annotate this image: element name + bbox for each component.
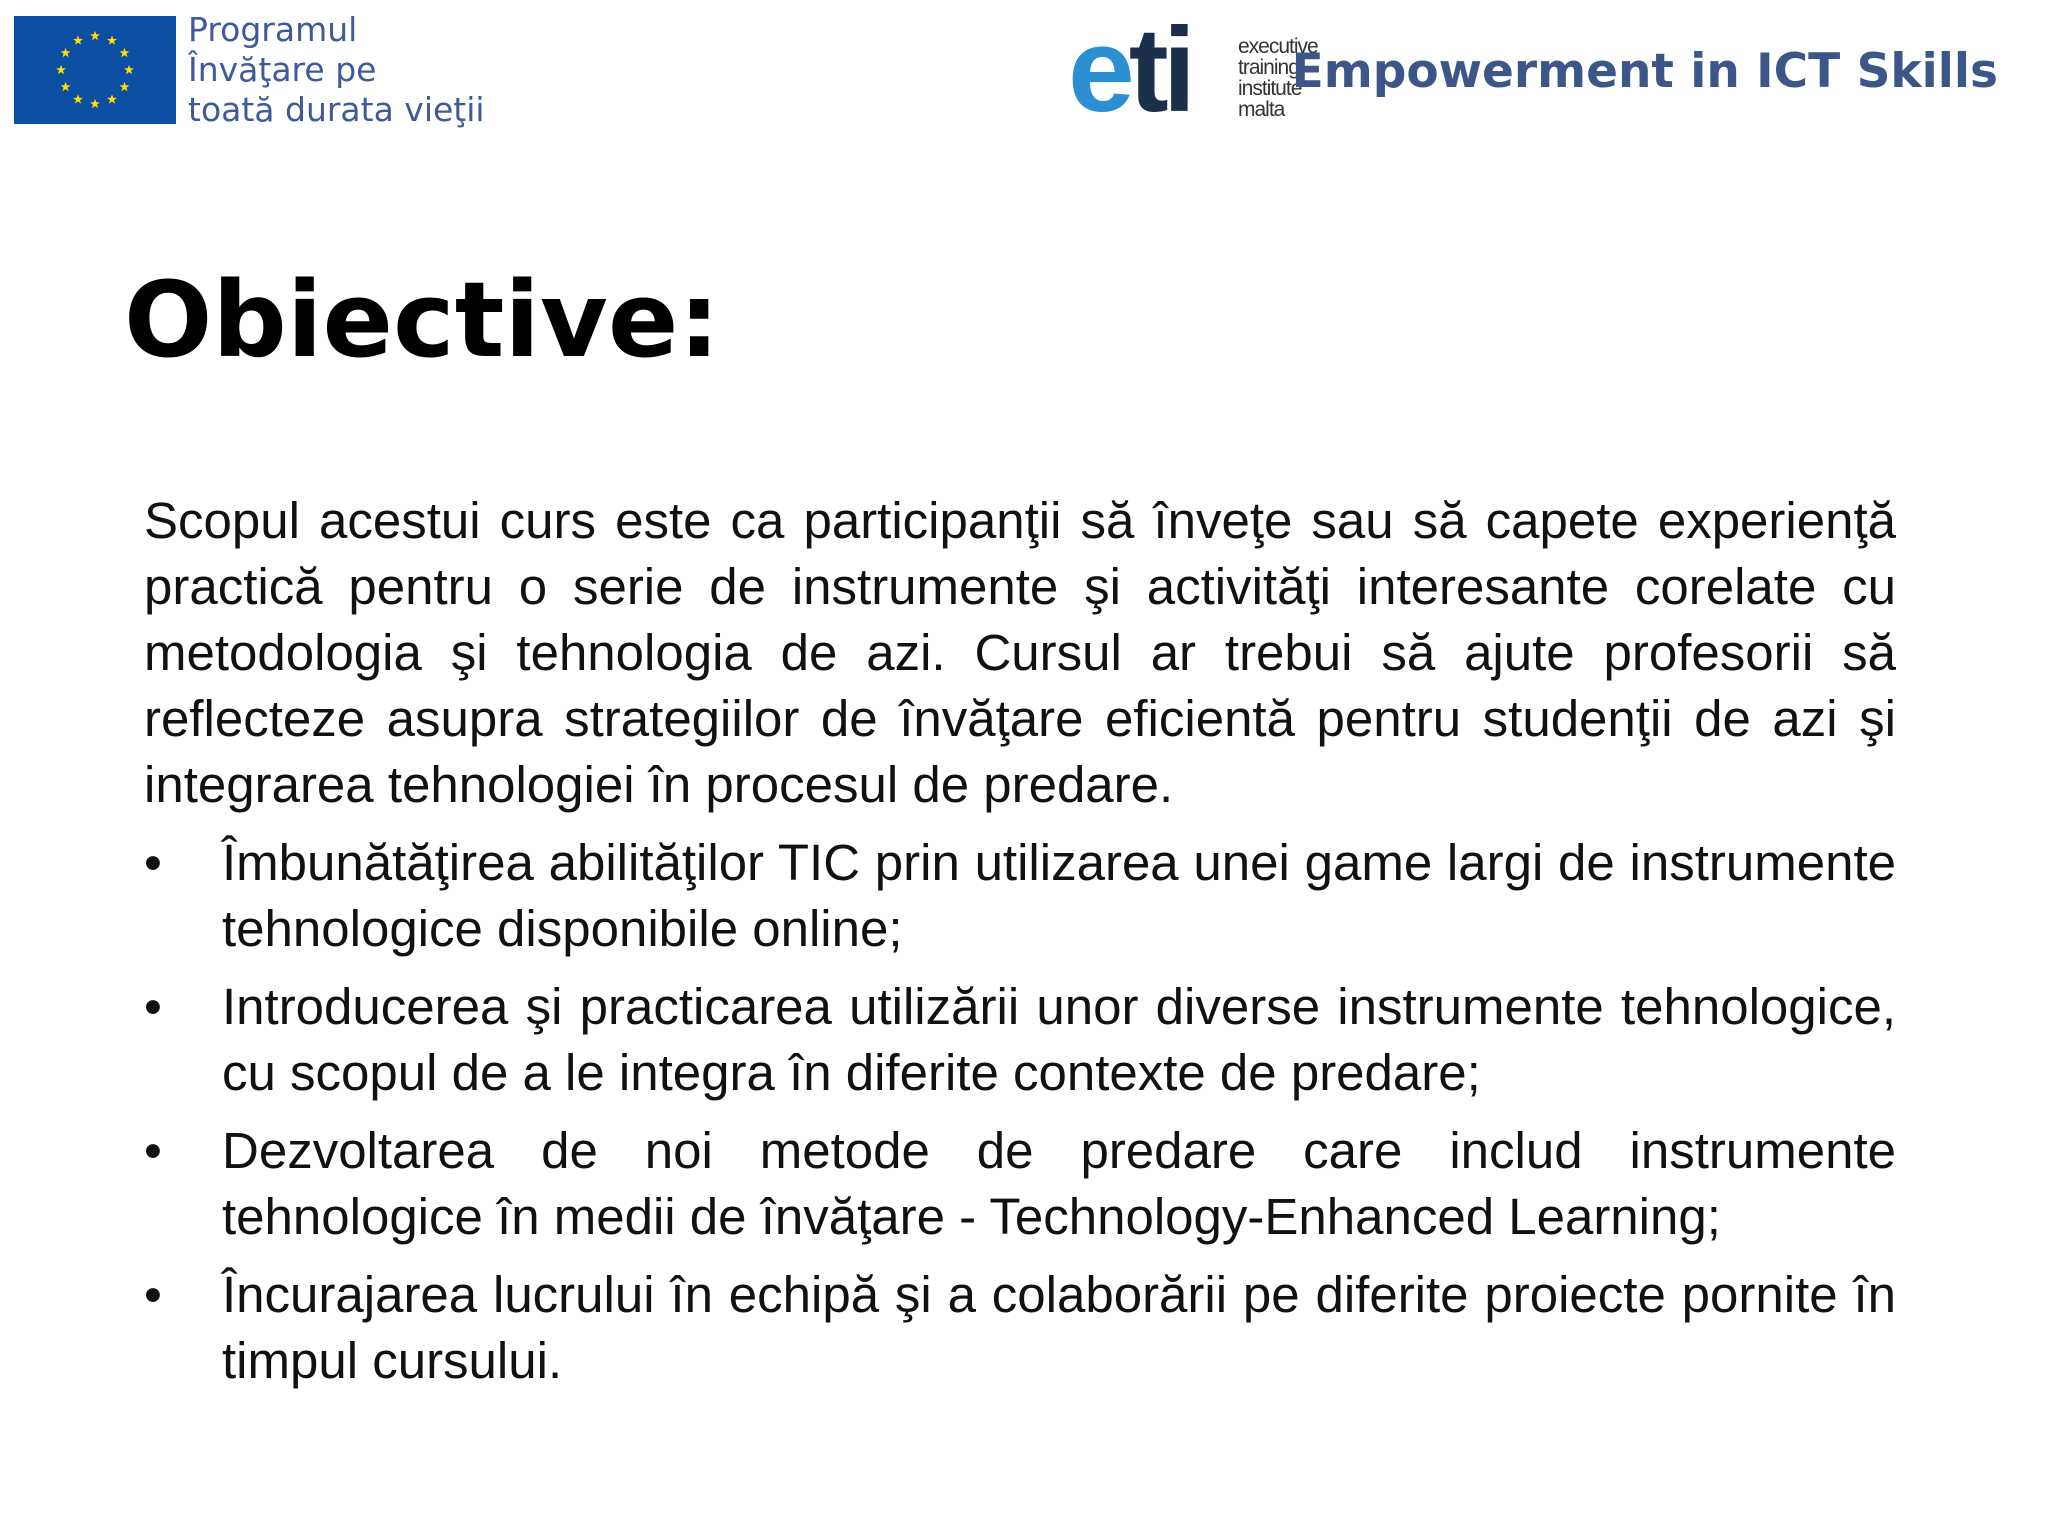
objective-text: Dezvoltarea de noi metode de predare care includ instrumente tehnologice în medii de învăţare - Technology-Enhanced Learning; bbox=[222, 1122, 1896, 1245]
header-tagline: Empowerment in ICT Skills bbox=[1291, 44, 1998, 99]
bullet-icon: • bbox=[144, 978, 162, 1035]
slide-title: Obiective: bbox=[124, 259, 720, 381]
eti-sub-line-2: training bbox=[1238, 56, 1299, 79]
eti-letter-e: e bbox=[1068, 3, 1129, 137]
program-line-2: Învăţare pe bbox=[188, 50, 377, 89]
objectives-list bbox=[144, 830, 1896, 1394]
eu-star-icon bbox=[124, 65, 134, 74]
program-line-3: toată durata vieţii bbox=[188, 90, 485, 129]
objective-item bbox=[144, 830, 1896, 962]
eu-star-icon bbox=[61, 82, 71, 91]
eti-sub-line-1: executive bbox=[1238, 35, 1318, 58]
eu-star-icon bbox=[90, 31, 100, 40]
bullet-icon: • bbox=[144, 1122, 162, 1179]
eu-star-icon bbox=[120, 82, 130, 91]
eu-stars-icon bbox=[14, 16, 176, 124]
objective-item bbox=[144, 1118, 1896, 1250]
eu-star-icon bbox=[107, 35, 117, 44]
eu-star-icon bbox=[56, 65, 66, 74]
eu-star-icon bbox=[73, 35, 83, 44]
eti-letters-ti: ti bbox=[1128, 3, 1191, 137]
program-line-1: Programul bbox=[188, 10, 358, 49]
eti-sub-line-4: malta bbox=[1238, 98, 1285, 121]
objective-item bbox=[144, 1262, 1896, 1394]
eu-star-icon bbox=[73, 94, 83, 103]
eti-wordmark bbox=[1068, 3, 1191, 137]
bullet-icon: • bbox=[144, 834, 162, 891]
eu-flag-logo bbox=[14, 16, 176, 124]
eu-star-icon bbox=[120, 48, 130, 57]
eu-star-icon bbox=[90, 99, 100, 108]
program-logo-text bbox=[188, 10, 485, 130]
bullet-icon: • bbox=[144, 1266, 162, 1323]
intro-paragraph: Scopul acestui curs este ca participanţii să înveţe sau să capete experienţă practică pentru o serie de instrumente şi activităţi interesante corelate cu metodologia şi tehnologia de azi. Cursul ar trebui să ajute profesorii să reflecteze asupra strategiilor de învăţare eficientă pentru studenţii de azi şi integrarea tehnologiei în procesul de predare. bbox=[144, 492, 1896, 813]
objective-text: Îmbunătăţirea abilităţilor TIC prin utilizarea unei game largi de instrumente tehnologice disponibile online; bbox=[222, 834, 1896, 957]
objective-item bbox=[144, 974, 1896, 1106]
slide-content bbox=[144, 488, 1896, 1406]
objective-text: Introducerea şi practicarea utilizării unor diverse instrumente tehnologice, cu scopul de a le integra în diferite contexte de predare; bbox=[222, 978, 1896, 1101]
eu-star-icon bbox=[107, 94, 117, 103]
eti-sub-line-3: institute bbox=[1238, 77, 1302, 100]
objective-text: Încurajarea lucrului în echipă şi a colaborării pe diferite proiecte pornite în timpul cursului. bbox=[222, 1266, 1896, 1389]
eu-star-icon bbox=[61, 48, 71, 57]
